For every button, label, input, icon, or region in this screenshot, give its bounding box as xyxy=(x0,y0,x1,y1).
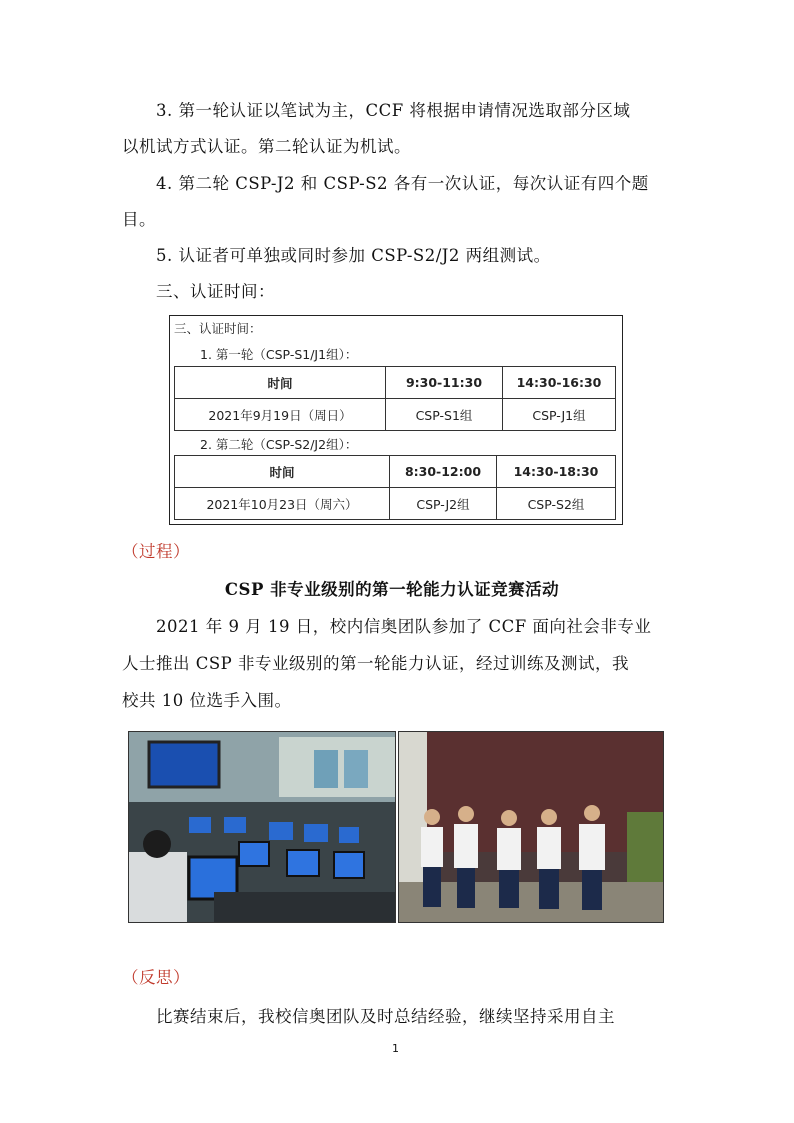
table-cell: 时间 xyxy=(175,367,386,399)
article-line1: 2021 年 9 月 19 日，校内信奥团队参加了 CCF 面向社会非专业 xyxy=(156,617,652,636)
round2-table xyxy=(174,455,616,520)
schedule-table-image xyxy=(169,315,623,525)
table-cell: 2021年10月23日（周六） xyxy=(175,488,390,520)
table-cell: CSP-S2组 xyxy=(497,488,616,520)
computer-lab-photo xyxy=(128,731,396,923)
table-cell: CSP-J1组 xyxy=(503,399,616,431)
reflection-label: （反思） xyxy=(122,968,190,987)
paragraph-5: 5. 认证者可单独或同时参加 CSP-S2/J2 两组测试。 xyxy=(156,246,551,265)
paragraph-3-line2: 以机试方式认证。第二轮认证为机试。 xyxy=(122,137,411,156)
table-cell: 14:30-18:30 xyxy=(497,456,616,488)
round1-table xyxy=(174,366,616,431)
process-label: （过程） xyxy=(122,542,190,561)
table-row xyxy=(175,488,616,520)
round2-label: 2. 第二轮（CSP-S2/J2组）： xyxy=(200,437,358,452)
section-3-heading: 三、认证时间： xyxy=(156,282,275,301)
table-cell: 8:30-12:00 xyxy=(390,456,497,488)
paragraph-4-line1: 4. 第二轮 CSP-J2 和 CSP-S2 各有一次认证，每次认证有四个题 xyxy=(156,174,649,193)
schedule-title: 三、认证时间： xyxy=(174,321,262,336)
table-cell: 2021年9月19日（周日） xyxy=(175,399,386,431)
table-cell: 9:30-11:30 xyxy=(386,367,503,399)
paragraph-3-line1: 3. 第一轮认证以笔试为主，CCF 将根据申请情况选取部分区域 xyxy=(156,101,631,120)
team-group-photo xyxy=(398,731,664,923)
article-line3: 校共 10 位选手入围。 xyxy=(122,691,292,710)
table-cell: CSP-S1组 xyxy=(386,399,503,431)
paragraph-4-line2: 目。 xyxy=(122,210,156,229)
page-number: 1 xyxy=(392,1042,399,1055)
table-row xyxy=(175,399,616,431)
table-cell: CSP-J2组 xyxy=(390,488,497,520)
article-title: CSP 非专业级别的第一轮能力认证竞赛活动 xyxy=(224,580,560,599)
article-line2: 人士推出 CSP 非专业级别的第一轮能力认证，经过训练及测试，我 xyxy=(122,654,630,673)
round1-label: 1. 第一轮（CSP-S1/J1组）： xyxy=(200,347,358,362)
table-cell: 时间 xyxy=(175,456,390,488)
table-row xyxy=(175,367,616,399)
table-cell: 14:30-16:30 xyxy=(503,367,616,399)
table-row xyxy=(175,456,616,488)
reflection-line1: 比赛结束后，我校信奥团队及时总结经验，继续坚持采用自主 xyxy=(156,1007,615,1026)
